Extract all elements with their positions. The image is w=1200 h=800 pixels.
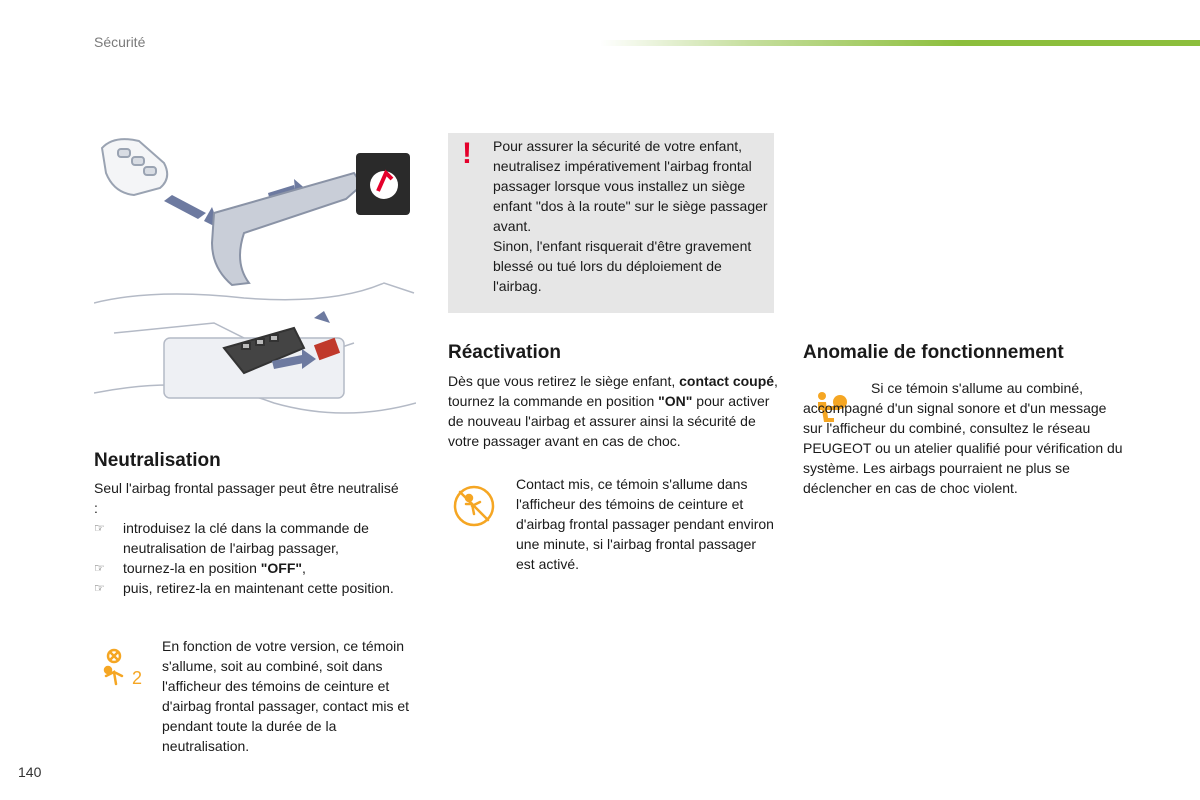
warning-paragraph: Pour assurer la sécurité de votre enfant, neutralisez impérativement l'airbag frontal passager lorsque vous installez un siège enfant "dos à la route" sur le siège passager avant. xyxy=(493,138,768,234)
neutralisation-steps xyxy=(94,518,404,598)
pointing-hand-icon: ☞ xyxy=(94,581,105,595)
svg-text:2: 2 xyxy=(132,668,143,688)
neutralisation-body xyxy=(94,478,404,598)
warning-paragraph: Sinon, l'enfant risquerait d'être gravement blessé ou tué lors du déploiement de l'airbag. xyxy=(493,238,752,294)
anomalie-heading: Anomalie de fonctionnement xyxy=(803,342,1064,363)
header-rule xyxy=(600,40,1200,46)
airbag-key-illustration xyxy=(94,133,416,441)
neutralisation-note: En fonction de votre version, ce témoin s'allume, soit au combiné, soit dans l'afficheur des témoins de ceinture et d'airbag frontal passager, contact mis et pendant toute la durée de la neutralisation. xyxy=(162,638,410,754)
neutralisation-intro: Seul l'airbag frontal passager peut être neutralisé : xyxy=(94,480,399,516)
list-item: ☞ tournez-la en position "OFF", xyxy=(94,560,306,576)
warning-text xyxy=(493,136,768,296)
pointing-hand-icon: ☞ xyxy=(94,561,105,575)
anomalie-body xyxy=(803,378,1125,498)
page-number: 140 xyxy=(18,764,42,780)
pointing-hand-icon: ☞ xyxy=(94,521,105,535)
reactivation-heading: Réactivation xyxy=(448,342,561,363)
remote-key-drawing xyxy=(102,139,167,195)
anomalie-text: Si ce témoin s'allume au combiné, accompagné d'un signal sonore et d'un message sur l'afficheur du combiné, consultez le réseau PEUGEOT ou un atelier qualifié pour vérification du système. Les airbags pourraient ne plus se déclencher en cas de choc violent. xyxy=(803,380,1123,496)
reactivation-body: Dès que vous retirez le siège enfant, contact coupé, tournez la commande en position "ON" pour activer de nouveau l'airbag et assurer ainsi la sécurité de votre passager avant en cas de choc. xyxy=(448,373,778,449)
section-title: Sécurité xyxy=(94,34,146,50)
list-item: ☞ introduisez la clé dans la commande de neutralisation de l'airbag passager, xyxy=(94,520,369,556)
airbag-off-2-icon xyxy=(100,646,148,688)
airbag-on-icon xyxy=(452,484,496,528)
reactivation-note: Contact mis, ce témoin s'allume dans l'afficheur des témoins de ceinture et d'airbag frontal passager pendant environ une minute, si l'airbag frontal passager est activé. xyxy=(516,476,774,572)
neutralisation-heading: Neutralisation xyxy=(94,450,221,471)
warning-box xyxy=(448,133,774,313)
list-item: ☞ puis, retirez-la en maintenant cette position. xyxy=(94,580,394,596)
warning-icon: ! xyxy=(462,137,472,170)
